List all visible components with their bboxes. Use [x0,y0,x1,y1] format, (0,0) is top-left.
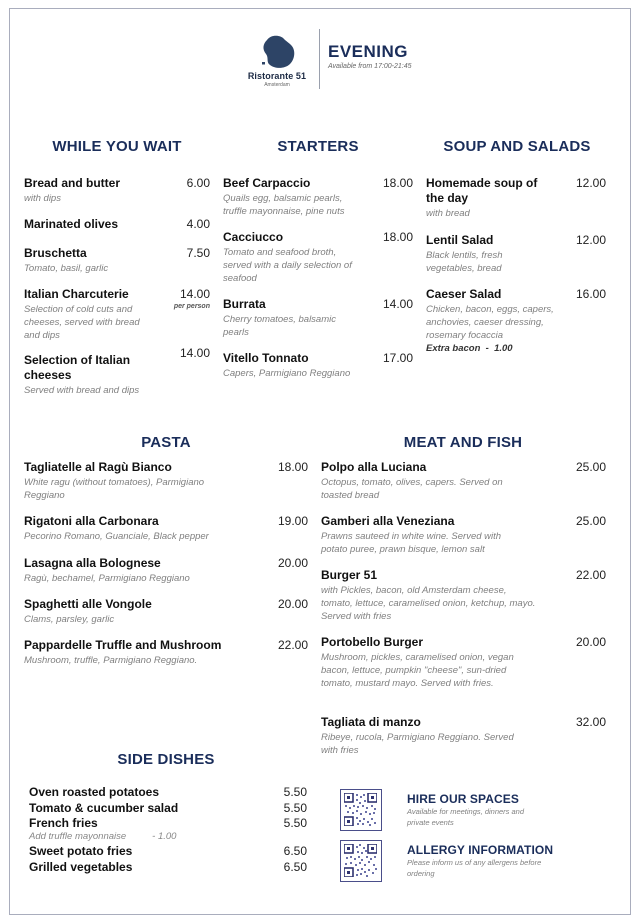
item-price: 25.00 [575,514,606,528]
item-name: Burger 51 [321,568,378,582]
side-dish-price: 5.50 [283,801,307,815]
item-description: with dips [24,193,61,204]
item-description: with bread [426,208,470,219]
menu-item [24,246,174,275]
menu-item [223,176,368,218]
side-dish-row [29,785,307,801]
item-price: 12.00 [575,233,606,247]
item-extra-option: Extra bacon - 1.00 [426,343,513,354]
section-title-soup-and-salads: SOUP AND SALADS [443,138,591,155]
item-description: Quails egg, balsamic pearls, truffle mayonnaise, pine nuts [223,193,345,217]
item-name: Bread and butter [24,176,121,190]
menu-item [24,460,234,502]
info-title-allergy-information: ALLERGY INFORMATION [407,843,554,857]
section-title-side-dishes: SIDE DISHES [117,751,215,768]
menu-item [426,233,546,275]
side-dish-name: Tomato & cucumber salad [29,801,179,815]
menu-item [223,230,363,285]
qr-code-icon[interactable] [340,789,382,831]
item-description: Mushroom, truffle, Parmigiano Reggiano. [24,655,198,666]
restaurant-logo [244,34,310,88]
menu-item [24,217,174,232]
menu-item [321,568,536,623]
item-price: 20.00 [575,635,606,649]
item-description: Tomato, basil, garlic [24,263,109,274]
item-price: 14.00 [179,287,210,301]
item-price: 6.00 [186,176,210,190]
side-dish-addon [29,831,176,842]
menu-item [321,715,533,757]
item-name: Spaghetti alle Vongole [24,597,152,611]
item-name: Beef Carpaccio [223,176,311,190]
item-description: Chicken, bacon, eggs, capers, anchovies, caeser dressing, rosemary focaccia [426,304,554,341]
item-name: Portobello Burger [321,635,424,649]
item-price: 14.00 [179,346,210,360]
info-title-hire-spaces: HIRE OUR SPACES [407,792,519,806]
restaurant-name: Ristorante 51 [247,71,307,81]
qr-code-icon[interactable] [340,840,382,882]
info-desc-hire-spaces: Available for meetings, dinners and private events [407,807,525,827]
item-price: 32.00 [575,715,606,729]
item-price: 18.00 [382,176,413,190]
item-description: White ragu (without tomatoes), Parmigiano Reggiano [24,477,205,501]
side-dish-row [29,860,307,876]
item-description: Ragù, bechamel, Parmigiano Reggiano [24,573,190,584]
item-name: Marinated olives [24,217,119,231]
item-price: 14.00 [382,297,413,311]
item-name: Burrata [223,297,266,311]
menu-item [24,556,264,585]
menu-item [24,353,154,397]
item-name: Tagliatelle al Ragù Bianco [24,460,172,474]
section-title-while-you-wait: WHILE YOU WAIT [52,138,182,155]
item-price: 4.00 [186,217,210,231]
logo-blob-icon [257,34,297,70]
item-price: 18.00 [277,460,308,474]
item-description: Tomato and seafood broth, served with a daily selection of seafood [223,247,352,284]
menu-item [426,287,562,355]
item-price: 18.00 [382,230,413,244]
item-name: Gamberi alla Veneziana [321,514,455,528]
menu-item [24,176,174,205]
item-price: 20.00 [277,556,308,570]
item-price: 19.00 [277,514,308,528]
info-desc-allergy-information: Please inform us of any allergens before ordering [407,858,542,878]
item-name: Rigatoni alla Carbonara [24,514,159,528]
item-name: Caeser Salad [426,287,502,301]
side-dish-row [29,801,307,817]
item-name: Italian Charcuterie [24,287,129,301]
item-price: 16.00 [575,287,606,301]
item-description: Mushroom, pickles, caramelised onion, vegan bacon, lettuce, pumpkin "cheese", sun-dried tomato, mustard mayo. Served with fries. [321,652,514,689]
side-dish-row [29,844,307,860]
side-dish-price: 6.50 [283,860,307,874]
menu-availability: Available from 17:00-21:45 [328,63,412,70]
header-divider [319,29,320,89]
side-dish-price: 5.50 [283,816,307,830]
menu-item [24,287,156,342]
menu-item [24,514,264,543]
item-price: 22.00 [277,638,308,652]
addon-price: - 1.00 [152,831,177,842]
section-title-starters: STARTERS [277,138,359,155]
item-description: Clams, parsley, garlic [24,614,115,625]
item-price: 12.00 [575,176,606,190]
item-name: Vitello Tonnato [223,351,309,365]
item-description: Black lentils, fresh vegetables, bread [426,250,503,274]
menu-item [223,297,358,339]
item-name: Bruschetta [24,246,87,260]
item-description: Pecorino Romano, Guanciale, Black pepper [24,531,209,542]
item-description: Selection of cold cuts and cheeses, served with bread and dips [24,304,140,341]
side-dish-name: Oven roasted potatoes [29,785,160,799]
item-description: Cherry tomatoes, balsamic pearls [223,314,336,338]
item-price: 25.00 [575,460,606,474]
item-description: Ribeye, rucola, Parmigiano Reggiano. Served with fries [321,732,514,756]
menu-item [426,176,552,220]
item-name: Lasagna alla Bolognese [24,556,161,570]
item-name: Cacciucco [223,230,284,244]
item-name: Selection of Italian cheeses [24,353,131,382]
item-price: 22.00 [575,568,606,582]
side-dish-row [29,816,307,832]
item-description: Served with bread and dips [24,385,140,396]
item-description: Prawns sauteed in white wine. Served with potato puree, prawn bisque, lemon salt [321,531,502,555]
item-description: Capers, Parmigiano Reggiano [223,368,351,379]
addon-label: Add truffle mayonnaise [29,831,127,842]
item-name: Tagliata di manzo [321,715,421,729]
side-dish-name: French fries [29,816,98,830]
menu-title: EVENING [328,42,409,61]
menu-item [223,351,368,380]
side-dish-name: Sweet potato fries [29,844,133,858]
item-name: Lentil Salad [426,233,494,247]
menu-item [321,514,521,556]
item-description: with Pickles, bacon, old Amsterdam cheese, tomato, lettuce, caramelised onion, ketchup, mayo. Served with fries [321,585,536,622]
item-price-note: per person [173,303,210,310]
item-name: Pappardelle Truffle and Mushroom [24,638,222,652]
side-dish-price: 6.50 [283,844,307,858]
item-name: Polpo alla Luciana [321,460,427,474]
menu-item [321,460,531,502]
menu-item [321,635,539,690]
item-price: 20.00 [277,597,308,611]
item-description: Octopus, tomato, olives, capers. Served on toasted bread [321,477,503,501]
side-dish-price: 5.50 [283,785,307,799]
menu-item [24,638,264,667]
restaurant-city: Amsterdam [264,82,290,88]
item-name: Homemade soup of the day [426,176,538,205]
section-title-pasta: PASTA [141,434,191,451]
side-dish-name: Grilled vegetables [29,860,133,874]
menu-item [24,597,264,626]
item-price: 17.00 [382,351,413,365]
section-title-meat-and-fish: MEAT AND FISH [403,434,523,451]
item-price: 7.50 [186,246,210,260]
